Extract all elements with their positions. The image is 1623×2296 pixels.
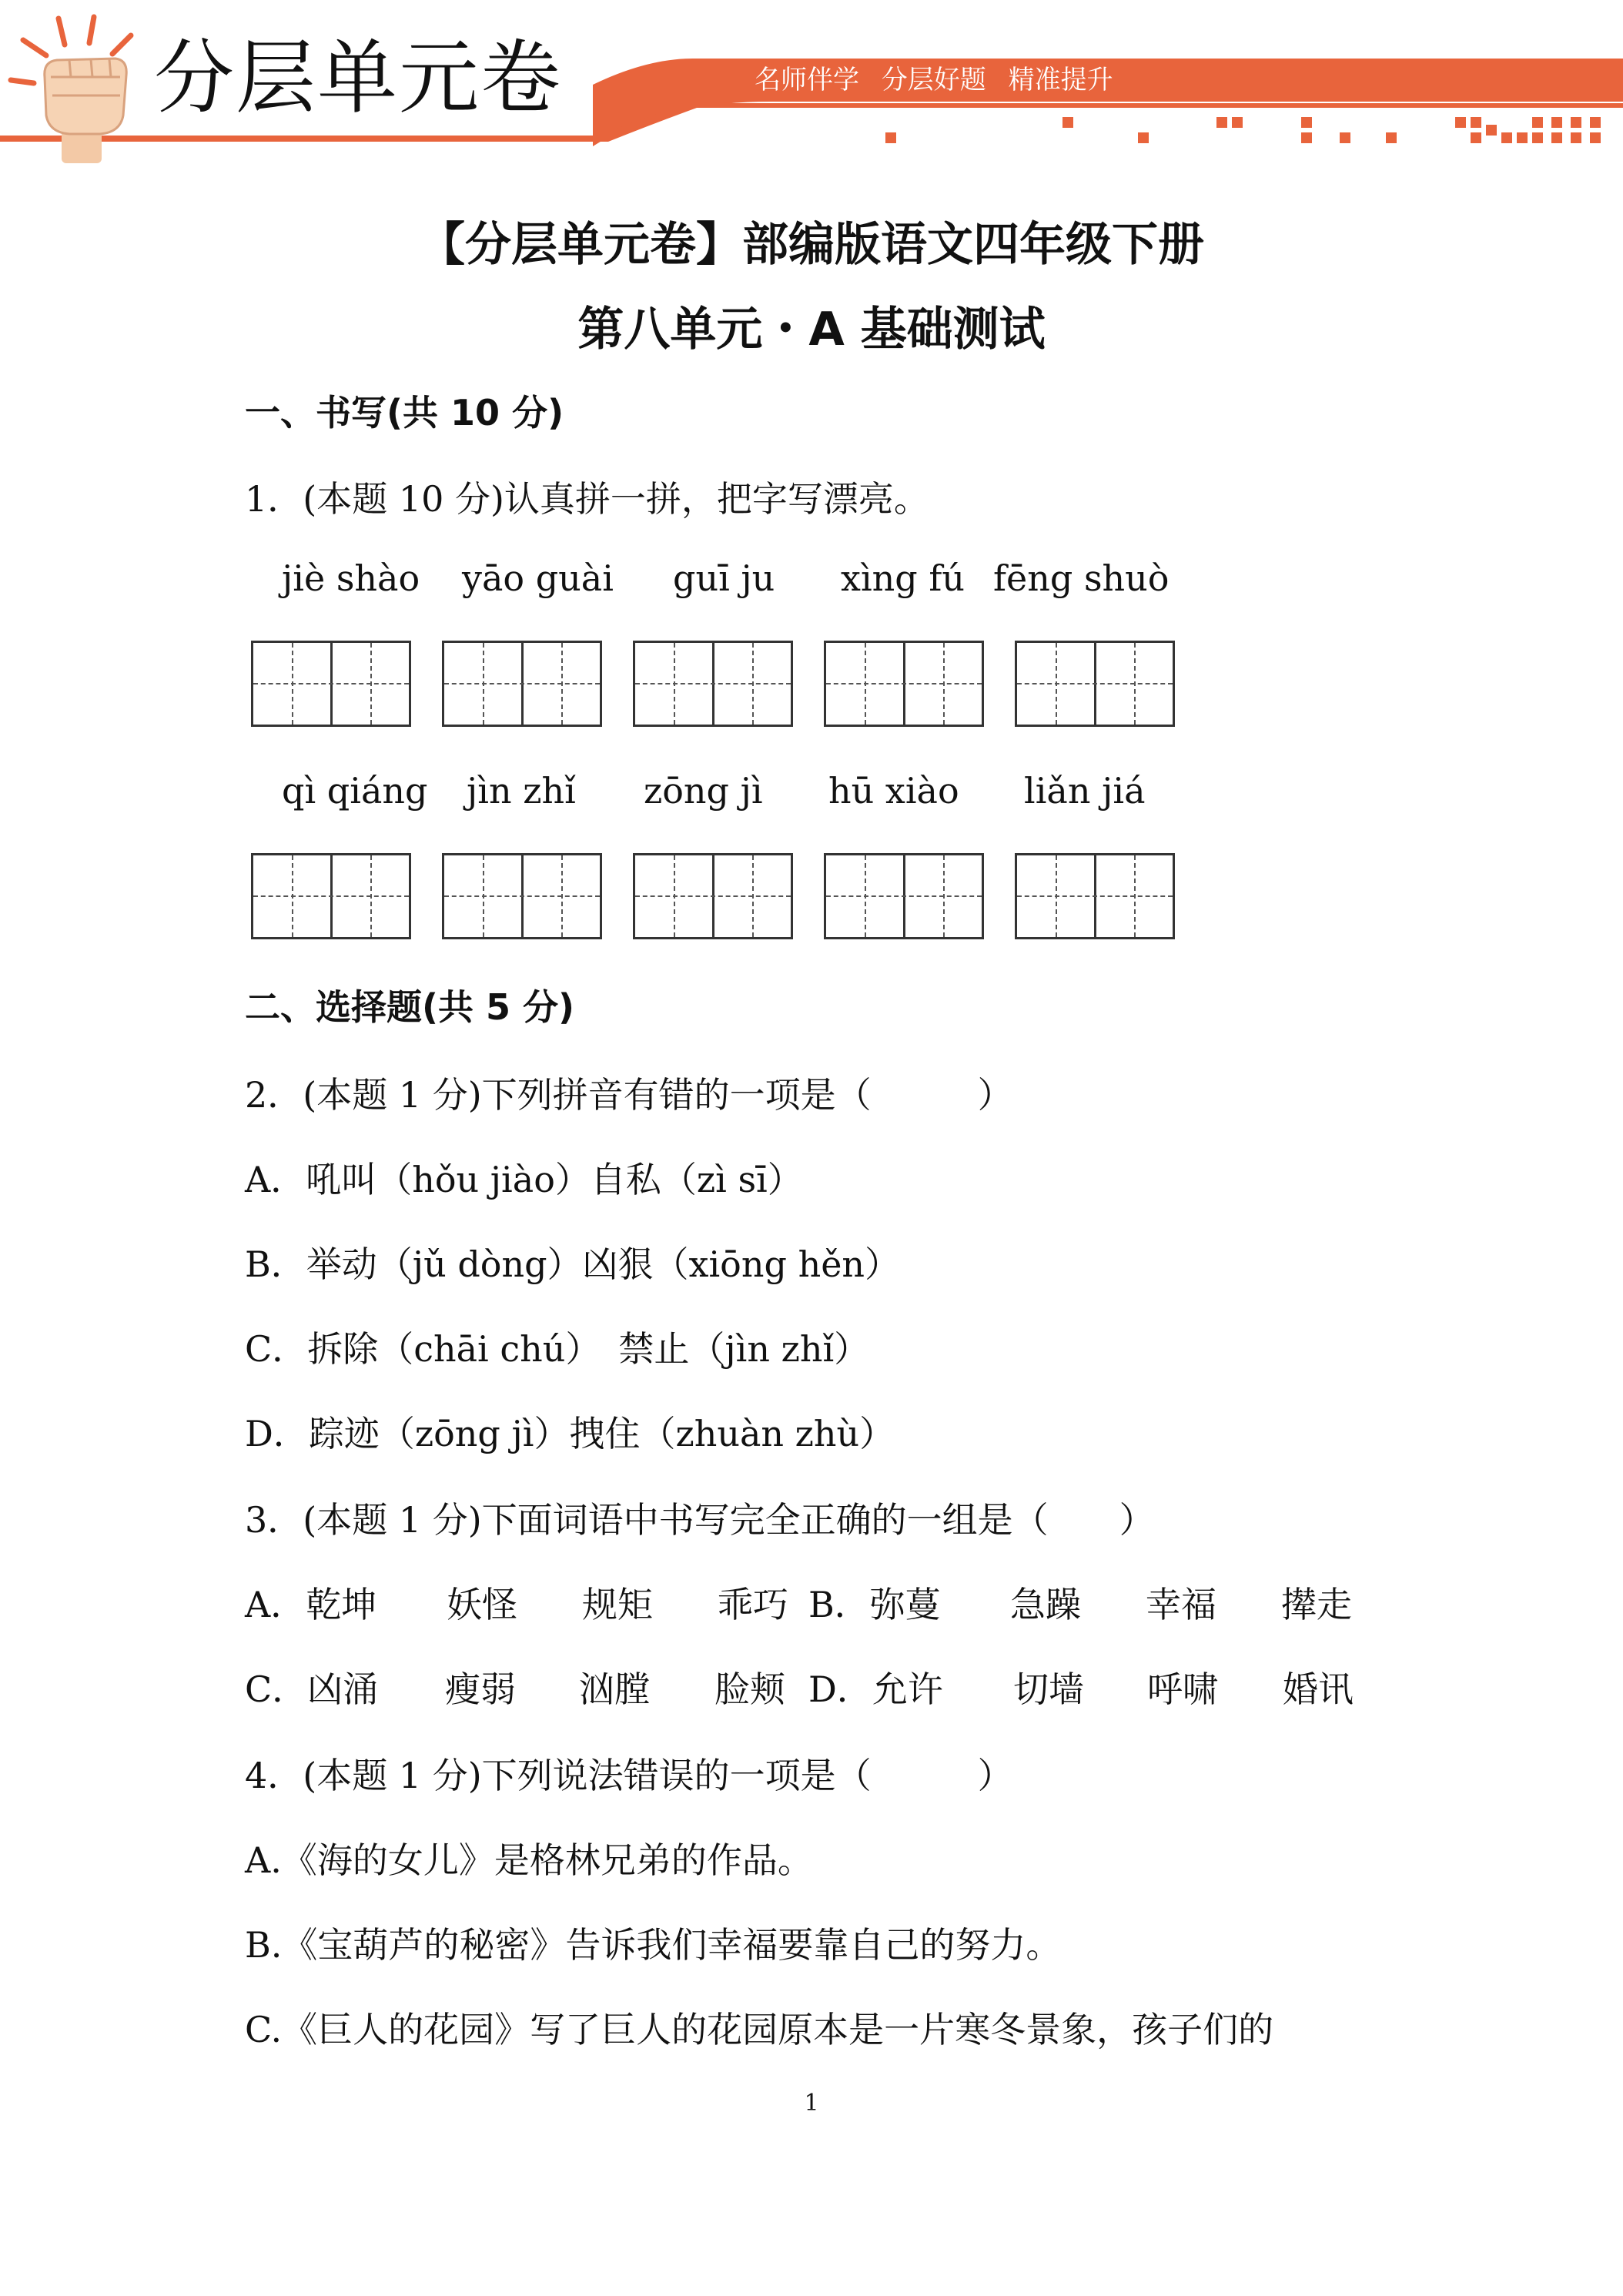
page-header — [0, 0, 1623, 177]
q3-word: 瘦弱 — [445, 1668, 516, 1710]
pinyin-label: qì qiáng — [282, 770, 428, 812]
q3-word: 呼啸 — [1147, 1668, 1218, 1710]
writing-grid[interactable] — [824, 641, 984, 727]
question-1: 1．(本题 10 分)认真拼一拼，把字写漂亮。 — [245, 478, 929, 520]
brand-slogan: 名师伴学 分层好题 精准提升 — [755, 65, 1113, 95]
pinyin-label: jìn zhǐ — [467, 770, 576, 812]
writing-grid[interactable] — [442, 853, 602, 939]
pinyin-label: fēng shuò — [993, 557, 1170, 599]
q3-option-a[interactable]: A．乾坤 — [245, 1584, 377, 1625]
pinyin-label: guī ju — [673, 557, 775, 599]
writing-grid[interactable] — [633, 853, 793, 939]
brand-title: 分层单元卷 — [154, 31, 563, 125]
pinyin-label: yāo guài — [462, 557, 614, 599]
pinyin-label: xìng fú — [841, 557, 965, 599]
q3-word: 幸福 — [1146, 1584, 1216, 1625]
question-2: 2．(本题 1 分)下列拼音有错的一项是（ ） — [245, 1074, 1013, 1116]
writing-grid[interactable] — [1015, 641, 1175, 727]
q3-word: 切墙 — [1013, 1668, 1084, 1710]
section-heading-writing: 一、书写(共 10 分) — [245, 392, 564, 433]
q3-word: 规矩 — [582, 1584, 653, 1625]
section-heading-choice: 二、选择题(共 5 分) — [245, 986, 575, 1028]
q3-word: 撵走 — [1281, 1584, 1352, 1625]
q2-option-c[interactable]: C．拆除（chāi chú） 禁止（jìn zhǐ） — [245, 1328, 870, 1370]
q3-option-d[interactable]: D．允许 — [808, 1668, 943, 1710]
writing-grid[interactable] — [1015, 853, 1175, 939]
q2-option-a[interactable]: A．吼叫（hǒu jiào）自私（zì sī） — [245, 1159, 803, 1200]
q3-word: 乖巧 — [718, 1584, 788, 1625]
doc-title: 【分层单元卷】部编版语文四年级下册 — [419, 218, 1204, 272]
q2-option-d[interactable]: D．踪迹（zōng jì）拽住（zhuàn zhù） — [245, 1413, 895, 1454]
writing-grid[interactable] — [251, 641, 411, 727]
q3-word: 汹膛 — [579, 1668, 650, 1710]
writing-grid[interactable] — [442, 641, 602, 727]
doc-subtitle: 第八单元・A 基础测试 — [577, 303, 1046, 356]
pinyin-label: jiè shào — [282, 557, 420, 599]
q4-option-b[interactable]: B.《宝葫芦的秘密》告诉我们幸福要靠自己的努力。 — [245, 1924, 1062, 1966]
q4-option-c[interactable]: C.《巨人的花园》写了巨人的花园原本是一片寒冬景象，孩子们的 — [245, 2009, 1274, 2050]
q3-word: 急躁 — [1010, 1584, 1081, 1625]
pinyin-label: zōng jì — [644, 770, 763, 812]
q3-word: 妖怪 — [447, 1584, 517, 1625]
pinyin-label: hū xiào — [828, 770, 959, 812]
q3-option-c[interactable]: C．凶涌 — [245, 1668, 379, 1710]
page-number: 1 — [804, 2090, 819, 2117]
q3-word: 脸颊 — [714, 1668, 785, 1710]
writing-grid[interactable] — [824, 853, 984, 939]
pinyin-label: liǎn jiá — [1024, 770, 1146, 812]
question-3: 3．(本题 1 分)下面词语中书写完全正确的一组是（ ） — [245, 1499, 1155, 1541]
q3-word: 婚讯 — [1283, 1668, 1354, 1710]
q3-option-b[interactable]: B．弥蔓 — [808, 1584, 941, 1625]
question-4: 4．(本题 1 分)下列说法错误的一项是（ ） — [245, 1755, 1013, 1796]
writing-grid[interactable] — [633, 641, 793, 727]
writing-grid[interactable] — [251, 853, 411, 939]
q2-option-b[interactable]: B．举动（jǔ dòng）凶狠（xiōng hěn） — [245, 1243, 901, 1285]
q4-option-a[interactable]: A.《海的女儿》是格林兄弟的作品。 — [245, 1839, 813, 1881]
